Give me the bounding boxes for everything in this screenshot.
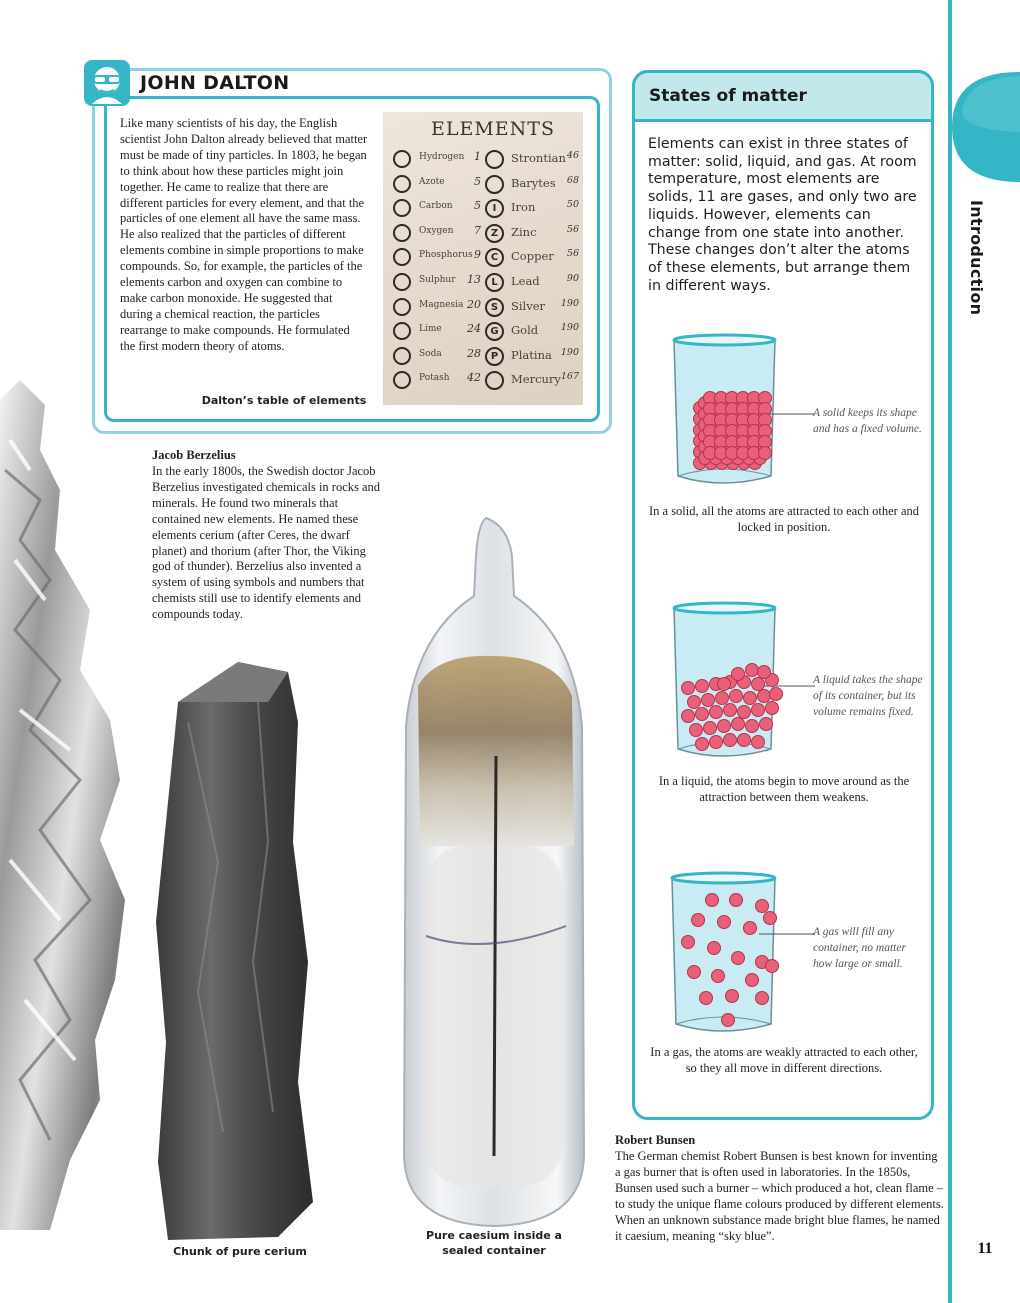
atom bbox=[744, 692, 757, 705]
atom bbox=[730, 894, 743, 907]
atom bbox=[718, 720, 731, 733]
element-symbol-icon bbox=[485, 175, 504, 194]
dalton-elements-table bbox=[383, 112, 583, 405]
element-name: Gold bbox=[511, 323, 539, 338]
element-symbol-letter: S bbox=[490, 301, 499, 313]
dalton-title: JOHN DALTON bbox=[140, 72, 290, 94]
atom bbox=[756, 992, 769, 1005]
section-tab-marker bbox=[952, 72, 1020, 182]
atom bbox=[692, 914, 705, 927]
atom bbox=[726, 990, 739, 1003]
bunsen-body-text: The German chemist Robert Bunsen is best known for inventing a gas burner that is often used in laboratories. In the 1850s, Bunsen used such a burner – which produced a hot, clean flame – to study the unique flame colours produced by different elements. When an unknown substance made bright blue flames, he named it caesium, meaning “sky blue”. bbox=[615, 1149, 944, 1243]
element-name: Carbon bbox=[419, 201, 453, 212]
caesium-caption: Pure caesium inside a sealed container bbox=[426, 1229, 562, 1257]
cerium-chunk-photo bbox=[148, 662, 318, 1240]
element-name: Magnesia bbox=[419, 299, 464, 310]
solid-beaker-diagram bbox=[668, 330, 823, 490]
element-symbol-icon bbox=[393, 199, 411, 217]
atom bbox=[764, 912, 777, 925]
element-name: Phosphorus bbox=[419, 250, 473, 261]
gas-beaker-diagram bbox=[666, 868, 823, 1038]
element-symbol-letter: G bbox=[490, 326, 499, 338]
dalton-body-text: Like many scientists of his day, the English scientist John Dalton already believed that matter must be made of tiny particles. In 1803, he began to think about how these particles might join together. He came to realize that there are different particles for every element, and that the particles of one element all have the same mass. He also realized that the particles of different elements combine in simple proportions to make compounds. So, for example, the particles of the elements carbon and oxygen can combine to make carbon monoxide. He suggested that during a chemical reaction, the particles rearrange to make compounds. He formulated the first modern theory of atoms. bbox=[120, 116, 368, 353]
atom bbox=[759, 447, 772, 460]
page-edge-strip bbox=[948, 0, 952, 1303]
element-symbol-icon bbox=[485, 371, 504, 390]
section-tab-label bbox=[958, 200, 994, 320]
page-number: 11 bbox=[977, 1240, 993, 1257]
element-symbol-icon bbox=[393, 322, 411, 340]
element-name: Platina bbox=[511, 347, 552, 362]
atom bbox=[682, 710, 695, 723]
atom bbox=[758, 666, 771, 679]
element-name: Lime bbox=[419, 324, 442, 335]
element-name: Copper bbox=[511, 249, 554, 264]
atom bbox=[770, 688, 783, 701]
element-name: Iron bbox=[511, 200, 536, 215]
beaker-rim bbox=[674, 603, 775, 613]
element-symbol-icon bbox=[485, 273, 504, 292]
element-weight: 5 bbox=[474, 199, 481, 213]
element-name: Lead bbox=[511, 274, 540, 288]
element-weight: 90 bbox=[566, 273, 579, 284]
element-weight: 46 bbox=[566, 150, 579, 161]
element-name: Hydrogen bbox=[419, 152, 465, 162]
atom bbox=[738, 734, 751, 747]
atom bbox=[702, 694, 715, 707]
element-weight: 7 bbox=[474, 223, 481, 237]
element-symbol-icon bbox=[485, 347, 504, 366]
element-name: Sulphur bbox=[419, 275, 456, 285]
beaker-rim bbox=[672, 873, 775, 883]
element-symbol-icon bbox=[485, 298, 504, 317]
element-weight: 42 bbox=[467, 371, 481, 385]
element-name: Oxygen bbox=[419, 225, 454, 236]
element-weight: 68 bbox=[566, 174, 579, 186]
atom bbox=[704, 722, 717, 735]
element-symbol-icon bbox=[485, 150, 504, 169]
atom bbox=[682, 936, 695, 949]
atom bbox=[682, 682, 695, 695]
atom bbox=[746, 720, 759, 733]
atom bbox=[732, 952, 745, 965]
atom bbox=[696, 708, 709, 721]
atom bbox=[756, 900, 769, 913]
cerium-caption: Chunk of pure cerium bbox=[173, 1245, 307, 1258]
atom bbox=[766, 702, 779, 715]
atom bbox=[746, 664, 759, 677]
atom bbox=[696, 738, 709, 751]
atom bbox=[732, 668, 745, 681]
scientist-goggles-icon bbox=[84, 60, 130, 106]
gas-note: A gas will fill any container, no matter how large or small. bbox=[813, 926, 906, 970]
gas-caption: In a gas, the atoms are weakly attracted to each other, so they all move in different directions. bbox=[650, 1045, 918, 1075]
element-symbol-icon bbox=[393, 248, 411, 266]
element-symbol-icon bbox=[393, 298, 411, 316]
atom bbox=[712, 970, 725, 983]
element-name: Azote bbox=[419, 176, 445, 187]
berzelius-body-text: In the early 1800s, the Swedish doctor Jacob Berzelius investigated chemicals in rocks and minerals. He found two minerals that contained new elements. He named these elements cerium (after Ceres, the dwarf planet) and thorium (after Thor, the Viking god of thunder). Berzelius also invented a system of using symbols and numbers that chemists still use to identify elements and compounds today. bbox=[152, 464, 381, 622]
element-symbol-letter: P bbox=[490, 350, 499, 362]
atom bbox=[700, 992, 713, 1005]
atom bbox=[706, 894, 719, 907]
element-symbol-icon bbox=[485, 322, 504, 341]
atom bbox=[766, 960, 779, 973]
atom bbox=[710, 736, 723, 749]
element-symbol-icon bbox=[393, 371, 411, 389]
atom bbox=[730, 690, 743, 703]
element-weight: 190 bbox=[560, 322, 579, 334]
element-weight: 56 bbox=[566, 248, 579, 260]
element-symbol-icon bbox=[485, 224, 504, 243]
element-symbol-icon bbox=[393, 150, 411, 168]
atom bbox=[738, 706, 751, 719]
atom bbox=[752, 678, 765, 691]
atom bbox=[690, 724, 703, 737]
atom bbox=[746, 974, 759, 987]
atom bbox=[732, 718, 745, 731]
element-name: Mercury bbox=[511, 372, 561, 387]
element-symbol-icon bbox=[393, 224, 411, 242]
element-symbol-icon bbox=[393, 175, 411, 193]
element-symbol-icon bbox=[393, 273, 411, 291]
element-symbol-letter: C bbox=[490, 252, 499, 264]
berzelius-heading: Jacob Berzelius bbox=[152, 448, 236, 462]
element-weight: 20 bbox=[467, 297, 481, 311]
dalton-table-caption: Dalton’s table of elements bbox=[201, 394, 367, 407]
element-weight: 50 bbox=[566, 199, 579, 211]
liquid-caption: In a liquid, the atoms begin to move around as the attraction between them weakens. bbox=[658, 774, 910, 804]
solid-caption: In a solid, all the atoms are attracted to each other and locked in position. bbox=[648, 504, 920, 534]
element-weight: 9 bbox=[474, 248, 481, 262]
beaker-rim bbox=[674, 335, 775, 345]
states-of-matter-title: States of matter bbox=[649, 86, 807, 106]
element-name: Strontian bbox=[511, 151, 566, 165]
element-weight: 56 bbox=[566, 223, 579, 235]
section-tab-text: Introduction bbox=[967, 200, 986, 316]
atom bbox=[718, 916, 731, 929]
atom bbox=[718, 678, 731, 691]
atom bbox=[696, 680, 709, 693]
liquid-note: A liquid takes the shape of its container, but its volume remains fixed. bbox=[813, 674, 923, 718]
atom bbox=[722, 1014, 735, 1027]
atom bbox=[716, 692, 729, 705]
atom bbox=[688, 696, 701, 709]
element-symbol-icon bbox=[485, 248, 504, 267]
atom bbox=[710, 706, 723, 719]
element-name: Soda bbox=[419, 348, 442, 359]
atom bbox=[708, 942, 721, 955]
element-weight: 24 bbox=[467, 322, 481, 336]
atom bbox=[760, 718, 773, 731]
solid-note: A solid keeps its shape and has a fixed volume. bbox=[813, 407, 922, 435]
atom bbox=[752, 736, 765, 749]
states-intro-text: Elements can exist in three states of matter: solid, liquid, and gas. At room temperature, most elements are solids, 11 are gases, and only two are liquids. However, elements can change from one state into another. These changes don’t alter the atoms of these elements, but arrange them in different ways. bbox=[648, 136, 917, 294]
atom bbox=[688, 966, 701, 979]
metal-crystal-photo bbox=[0, 380, 130, 1230]
element-weight: 5 bbox=[474, 174, 481, 188]
element-symbol-icon bbox=[485, 199, 504, 218]
atom bbox=[752, 704, 765, 717]
element-symbol-letter: L bbox=[491, 277, 498, 288]
element-symbol-letter: Z bbox=[490, 227, 499, 239]
element-name: Zinc bbox=[511, 224, 537, 239]
element-weight: 167 bbox=[560, 371, 579, 383]
atom bbox=[758, 690, 771, 703]
atom bbox=[744, 922, 757, 935]
bunsen-heading: Robert Bunsen bbox=[615, 1133, 696, 1147]
element-weight: 1 bbox=[474, 150, 481, 163]
atom bbox=[724, 704, 737, 717]
element-weight: 190 bbox=[560, 297, 579, 309]
caesium-ampoule-photo bbox=[396, 516, 592, 1228]
liquid-beaker-diagram bbox=[668, 598, 823, 763]
element-weight: 190 bbox=[560, 346, 579, 358]
table-heading: ELEMENTS bbox=[431, 118, 555, 140]
element-name: Silver bbox=[511, 298, 546, 313]
element-symbol-letter: I bbox=[492, 203, 497, 215]
element-name: Barytes bbox=[511, 175, 556, 190]
element-symbol-icon bbox=[393, 347, 411, 365]
element-name: Potash bbox=[419, 373, 450, 384]
element-weight: 13 bbox=[467, 273, 481, 286]
element-weight: 28 bbox=[467, 346, 481, 360]
atom bbox=[724, 734, 737, 747]
